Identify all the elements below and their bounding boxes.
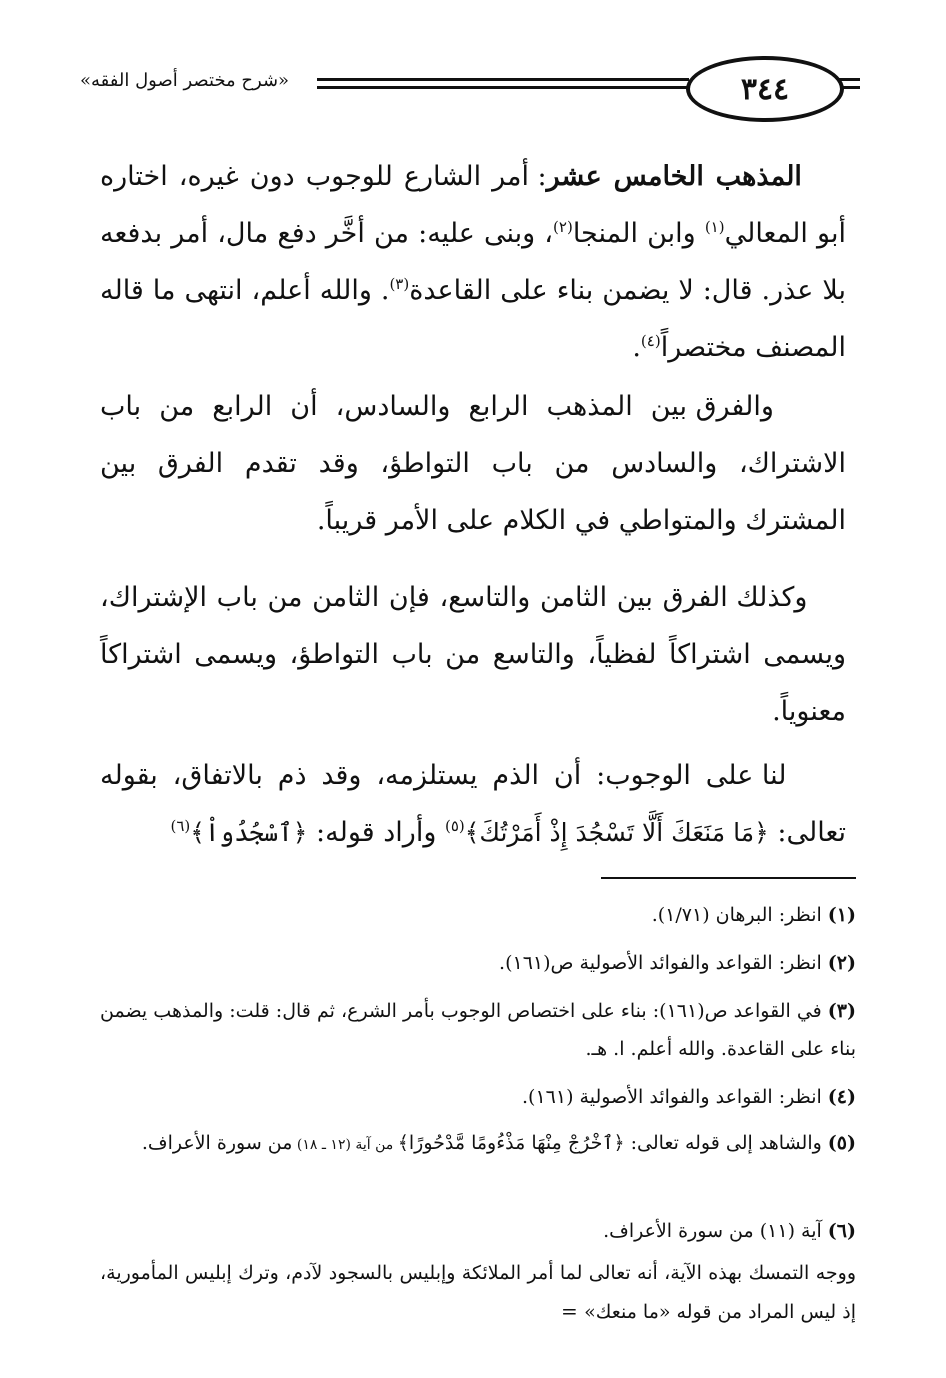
header-rule-left [317, 78, 689, 81]
footnote-text: من سورة الأعراف. [141, 1132, 293, 1154]
footnote-text: انظر: البرهان (١/٧١). [651, 904, 822, 926]
section-heading: المذهب الخامس عشر [546, 161, 802, 192]
footnote-number: (٥) [827, 1132, 856, 1154]
footnote-number: (٢) [827, 952, 856, 974]
page-number: ٣٤٤ [686, 56, 844, 122]
paragraph-difference-4-6 [100, 378, 846, 549]
footnote-number: (١) [827, 904, 856, 926]
paragraph-text: : أمر الشارع للوجوب دون غيره، اختاره أبو المعالي [100, 161, 846, 249]
header-rule-left-2 [317, 86, 689, 89]
paragraph-text: ، وبنى عليه: من أخَّر دفع مال، أمر بدفعه بلا عذر. قال: لا يضمن بناء على القاعدة [100, 218, 846, 306]
footnote-number: (٣) [827, 1000, 856, 1022]
quran-verse: ﴿مَا مَنَعَكَ أَلَّا تَسْجُدَ إِذْ أَمَرْتُكَ﴾ [464, 818, 769, 847]
footnote-4 [100, 1078, 856, 1116]
continuation-mark: = [561, 1299, 585, 1323]
footnote-2 [100, 944, 856, 982]
footnote-3 [100, 992, 856, 1068]
paragraph-text: . [632, 332, 641, 363]
paragraph-text: وابن المنجا [572, 218, 705, 249]
paragraph-text: . والله أعلم، انتهى ما قاله المصنف مختصراً [100, 275, 846, 363]
footnote-ref: (٥) [444, 817, 465, 835]
footnote-1 [100, 896, 856, 934]
footnote-text: آية (١١) من سورة الأعراف. [603, 1220, 822, 1242]
footnote-ref: (١) [704, 218, 725, 236]
footnote-ref: (٣) [389, 275, 410, 293]
page-header [80, 52, 860, 122]
quran-verse: ﴿ٱسْجُدُواْ﴾ [190, 818, 308, 847]
footnote-text: والشاهد إلى قوله تعالى: [624, 1132, 822, 1154]
footnote-5 [100, 1124, 856, 1164]
footnote-ref: (٦) [170, 817, 191, 835]
paragraph-difference-8-9 [100, 569, 846, 740]
paragraph-text: لنا على الوجوب: أن الذم يستلزمه، وقد ذم بالاتفاق، بقوله تعالى: [100, 760, 846, 848]
paragraph-text: وكذلك الفرق بين الثامن والتاسع، فإن الثامن من باب الإشتراك، ويسمى اشتراكاً لفظياً، والتاسع من باب التواطؤ، ويسمى اشتراكاً معنوياً. [100, 582, 846, 727]
footnote-number: (٤) [827, 1086, 856, 1108]
footnote-ref: (٤) [640, 332, 661, 350]
paragraph-madhab-15 [100, 148, 846, 376]
footnote-separator [601, 877, 856, 879]
footnote-text: ووجه التمسك بهذه الآية، أنه تعالى لما أمر الملائكة وإبليس بالسجود لآدم، وترك إبليس المأمورية، إذ ليس المراد من قوله «ما منعك» [100, 1262, 856, 1323]
footnote-6-explanation [100, 1254, 856, 1331]
running-title: «شرح مختصر أصول الفقه» [80, 70, 290, 91]
footnote-ref: (٢) [553, 218, 573, 236]
footnote-text: انظر: القواعد والفوائد الأصولية (١٦١). [522, 1086, 822, 1108]
paragraph-text: وأراد قوله: [307, 817, 445, 848]
footnote-number: (٦) [827, 1220, 856, 1242]
quran-verse: ﴿ٱخْرُجْ مِنْهَا مَذْءُومًا مَّدْحُورًا﴾ [397, 1132, 625, 1154]
paragraph-text: والفرق بين المذهب الرابع والسادس، أن الرابع من باب الاشتراك، والسادس من باب التواطؤ، وقد تقدم الفرق بين المشترك والمتواطي في الكلام على الأمر قريباً. [100, 391, 846, 536]
footnote-text: في القواعد ص(١٦١): بناء على اختصاص الوجوب بأمر الشرع، ثم قال: قلت: والمذهب يضمن بناء على القاعدة. والله أعلم. ا. هـ. [100, 1000, 856, 1060]
verse-reference: من آية (١٢ ـ ١٨) [292, 1137, 398, 1153]
footnote-6 [100, 1212, 856, 1250]
paragraph-evidence [100, 747, 846, 861]
footnote-text: انظر: القواعد والفوائد الأصولية ص(١٦١). [499, 952, 822, 974]
